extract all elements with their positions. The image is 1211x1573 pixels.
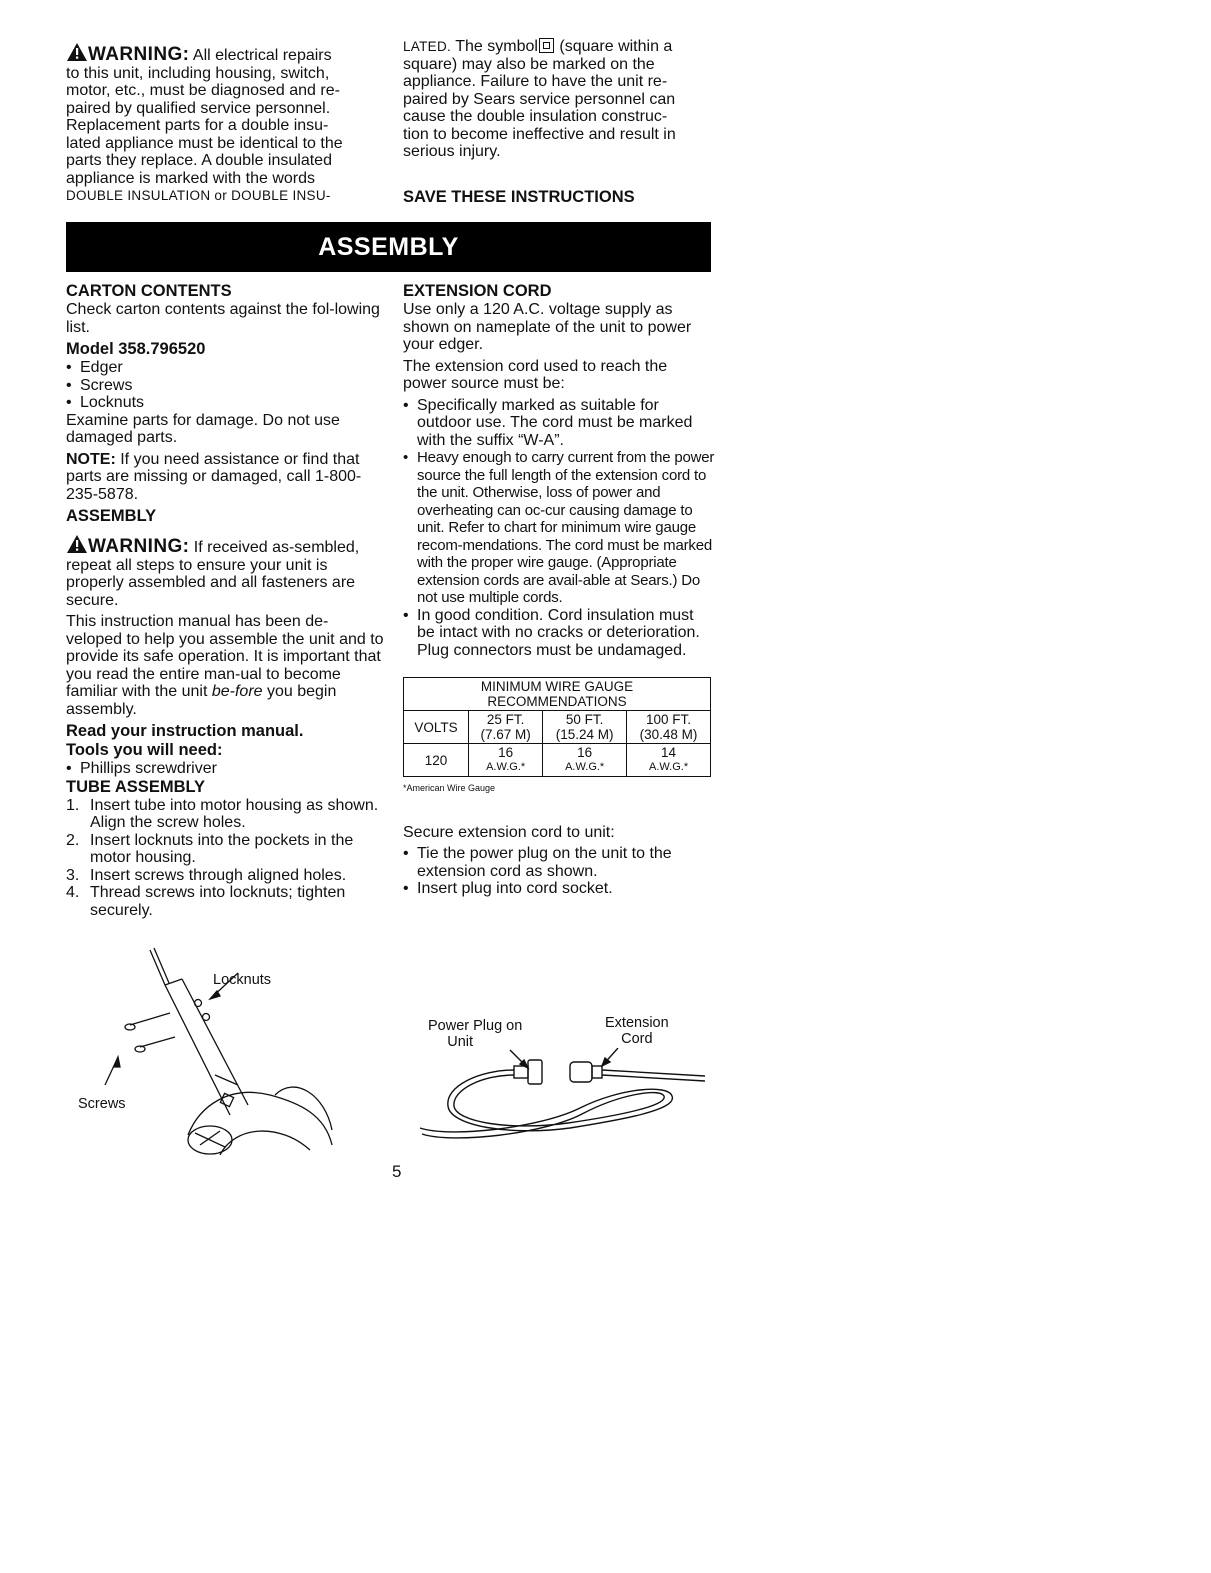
model-number: Model 358.796520 xyxy=(66,340,206,358)
warning-label: WARNING: xyxy=(88,536,190,557)
manual-text-b: you begin assembly. xyxy=(66,683,337,718)
length-m: (15.24 M) xyxy=(555,727,614,742)
assembly-warning xyxy=(66,534,384,609)
step-number: 2. xyxy=(66,831,80,849)
wire-gauge-title xyxy=(404,678,711,711)
length-50ft xyxy=(543,711,627,744)
gauge-25ft xyxy=(469,744,543,777)
manual-paragraph xyxy=(66,613,384,718)
read-manual-heading: Read your instruction manual. xyxy=(66,722,304,740)
extension-cord-label-line-1: Extension xyxy=(605,1015,669,1031)
length-m: (7.67 M) xyxy=(480,727,531,742)
right-column xyxy=(403,282,715,898)
length-100ft xyxy=(627,711,711,744)
lated-word: LATED. xyxy=(403,39,452,54)
carton-contents-text: Check carton contents against the fol-lowing list. xyxy=(66,301,380,336)
warning-line-6: parts they replace. A double insulated xyxy=(66,152,332,169)
length-ft: 100 FT. xyxy=(646,712,692,727)
continued-line-5: serious injury. xyxy=(403,143,501,160)
double-insulation-continued xyxy=(403,38,718,207)
length-25ft xyxy=(469,711,543,744)
extension-cord-heading: EXTENSION CORD xyxy=(403,282,552,300)
length-ft: 50 FT. xyxy=(565,712,604,727)
list-item: • Phillips screwdriver xyxy=(66,760,384,778)
table-footnote: *American Wire Gauge xyxy=(403,783,496,793)
continued-line-2: paired by Sears service personnel can xyxy=(403,90,676,108)
tools-list xyxy=(66,760,384,778)
symbol-text: The symbol xyxy=(451,38,538,55)
extension-cord-label xyxy=(605,1015,669,1047)
power-plug-label-line-2: Unit xyxy=(447,1034,474,1050)
power-plug-label xyxy=(428,1018,522,1050)
gauge-number: 16 xyxy=(498,745,514,760)
tools-heading: Tools you will need: xyxy=(66,741,223,759)
locknuts-label: Locknuts xyxy=(213,972,272,988)
list-item: • Heavy enough to carry current from the power source the full length of the extension cord to the unit. Otherwise, loss of power and overheating can oc-cur causing damage to unit. Refer to chart for minimum wire gauge recom-mendations. The cord must be marked with the proper wire gauge. (Appropriate extension cords are avail-able at Sears.) Do not use multiple cords. xyxy=(403,449,715,607)
warning-label: WARNING: xyxy=(88,44,190,65)
list-item xyxy=(66,832,384,867)
step-text: Insert tube into motor housing as shown. Align the screw holes. xyxy=(90,796,379,831)
step-number: 4. xyxy=(66,884,80,901)
tube-assembly-heading: TUBE ASSEMBLY xyxy=(66,777,206,796)
list-item xyxy=(66,797,384,832)
secure-cord-steps xyxy=(403,845,715,898)
warning-line-4: Replacement parts for a double insu- xyxy=(66,117,329,134)
table-row xyxy=(404,744,711,777)
list-item: • Specifically marked as suitable for outdoor use. The cord must be marked with the suffix “W-A”. xyxy=(403,397,715,450)
extension-cord-label-line-2: Cord xyxy=(621,1031,653,1047)
screws-label: Screws xyxy=(78,1096,126,1112)
volts-header: VOLTS xyxy=(404,711,469,744)
manual-text-a: This instruction manual has been de-veloped to help you assemble the unit and to provide its safe operation. It is important that you read the entire man-ual to become familiar with the unit xyxy=(66,613,384,700)
step-text: Insert locknuts into the pockets in the motor housing. xyxy=(90,831,354,866)
page-number: 5 xyxy=(392,1162,402,1181)
warning-triangle-icon xyxy=(66,42,88,62)
gauge-unit: A.W.G.* xyxy=(565,761,605,773)
gauge-100ft xyxy=(627,744,711,777)
warning-line-1: to this unit, including housing, switch, xyxy=(66,64,330,82)
list-item: • Edger xyxy=(66,359,384,377)
continued-line-4: tion to become ineffective and result in xyxy=(403,125,676,143)
gauge-unit: A.W.G.* xyxy=(648,761,689,773)
table-title-line-1: MINIMUM WIRE GAUGE xyxy=(480,679,634,694)
double-insulation-warning xyxy=(66,42,386,205)
continued-line-1: appliance. Failure to have the unit re- xyxy=(403,73,668,90)
save-instructions-heading: SAVE THESE INSTRUCTIONS xyxy=(403,187,635,206)
manual-text-italic: be-fore xyxy=(211,683,263,700)
examine-parts-text: Examine parts for damage. Do not use damaged parts. xyxy=(66,411,340,446)
wire-gauge-table xyxy=(403,677,711,777)
extension-cord-text-2: The extension cord used to reach the power source must be: xyxy=(403,357,668,392)
assembly-banner: ASSEMBLY xyxy=(66,222,711,272)
list-item: • In good condition. Cord insulation must be intact with no cracks or deterioration. Plug connectors must be undamaged. xyxy=(403,607,715,660)
power-plug-label-line-1: Power Plug on xyxy=(428,1018,523,1034)
note-text: If you need assistance or find that parts are missing or damaged, call 1-800-235-5878. xyxy=(66,450,362,503)
list-item: • Screws xyxy=(66,377,384,395)
warning-line-3: paired by qualified service personnel. xyxy=(66,99,331,117)
warning-line-2: motor, etc., must be diagnosed and re- xyxy=(66,82,340,99)
tube-assembly-steps xyxy=(66,797,384,920)
step-number: 1. xyxy=(66,796,80,814)
note-label: NOTE: xyxy=(66,450,116,468)
list-item xyxy=(66,867,384,885)
warning-line-7: appliance is marked with the words xyxy=(66,169,316,187)
cord-tie-illustration xyxy=(410,1048,710,1158)
warning-line-0: All electrical repairs xyxy=(192,47,332,64)
double-insulation-symbol-icon xyxy=(539,38,554,53)
step-text: Insert screws through aligned holes. xyxy=(90,866,347,884)
continued-line-3: cause the double insulation construc- xyxy=(403,108,668,125)
assembly-heading: ASSEMBLY xyxy=(66,507,157,525)
carton-items-list xyxy=(66,359,384,412)
note-paragraph xyxy=(66,451,384,504)
extension-cord-text-1: Use only a 120 A.C. voltage supply as shown on nameplate of the unit to power your edger. xyxy=(403,301,692,353)
warning-triangle-icon xyxy=(66,534,88,554)
symbol-suffix: (square within a xyxy=(554,38,673,55)
volts-value: 120 xyxy=(404,744,469,777)
extension-cord-requirements xyxy=(403,397,715,660)
step-number: 3. xyxy=(66,866,80,884)
gauge-number: 16 xyxy=(577,745,593,760)
table-row xyxy=(404,711,711,744)
warning-line-small-caps: DOUBLE INSULATION or DOUBLE INSU- xyxy=(66,188,331,203)
gauge-50ft xyxy=(543,744,627,777)
table-title-line-2: RECOMMENDATIONS xyxy=(487,694,627,709)
length-ft: 25 FT. xyxy=(486,712,525,727)
list-item: • Insert plug into cord socket. xyxy=(403,880,715,898)
gauge-number: 14 xyxy=(661,745,677,760)
assembly-warning-text: If received as-sembled, repeat all steps to ensure your unit is properly assembled and all fasteners are secure. xyxy=(66,539,360,609)
continued-line-0: square) may also be marked on the xyxy=(403,55,655,73)
list-item xyxy=(66,884,384,919)
warning-line-5: lated appliance must be identical to the xyxy=(66,134,343,152)
left-column xyxy=(66,282,384,919)
list-item: • Locknuts xyxy=(66,394,384,412)
gauge-unit: A.W.G.* xyxy=(486,761,526,773)
length-m: (30.48 M) xyxy=(639,727,698,742)
secure-cord-text: Secure extension cord to unit: xyxy=(403,823,615,841)
step-text: Thread screws into locknuts; tighten securely. xyxy=(90,884,346,919)
carton-contents-heading: CARTON CONTENTS xyxy=(66,282,232,300)
list-item: • Tie the power plug on the unit to the extension cord as shown. xyxy=(403,845,715,880)
